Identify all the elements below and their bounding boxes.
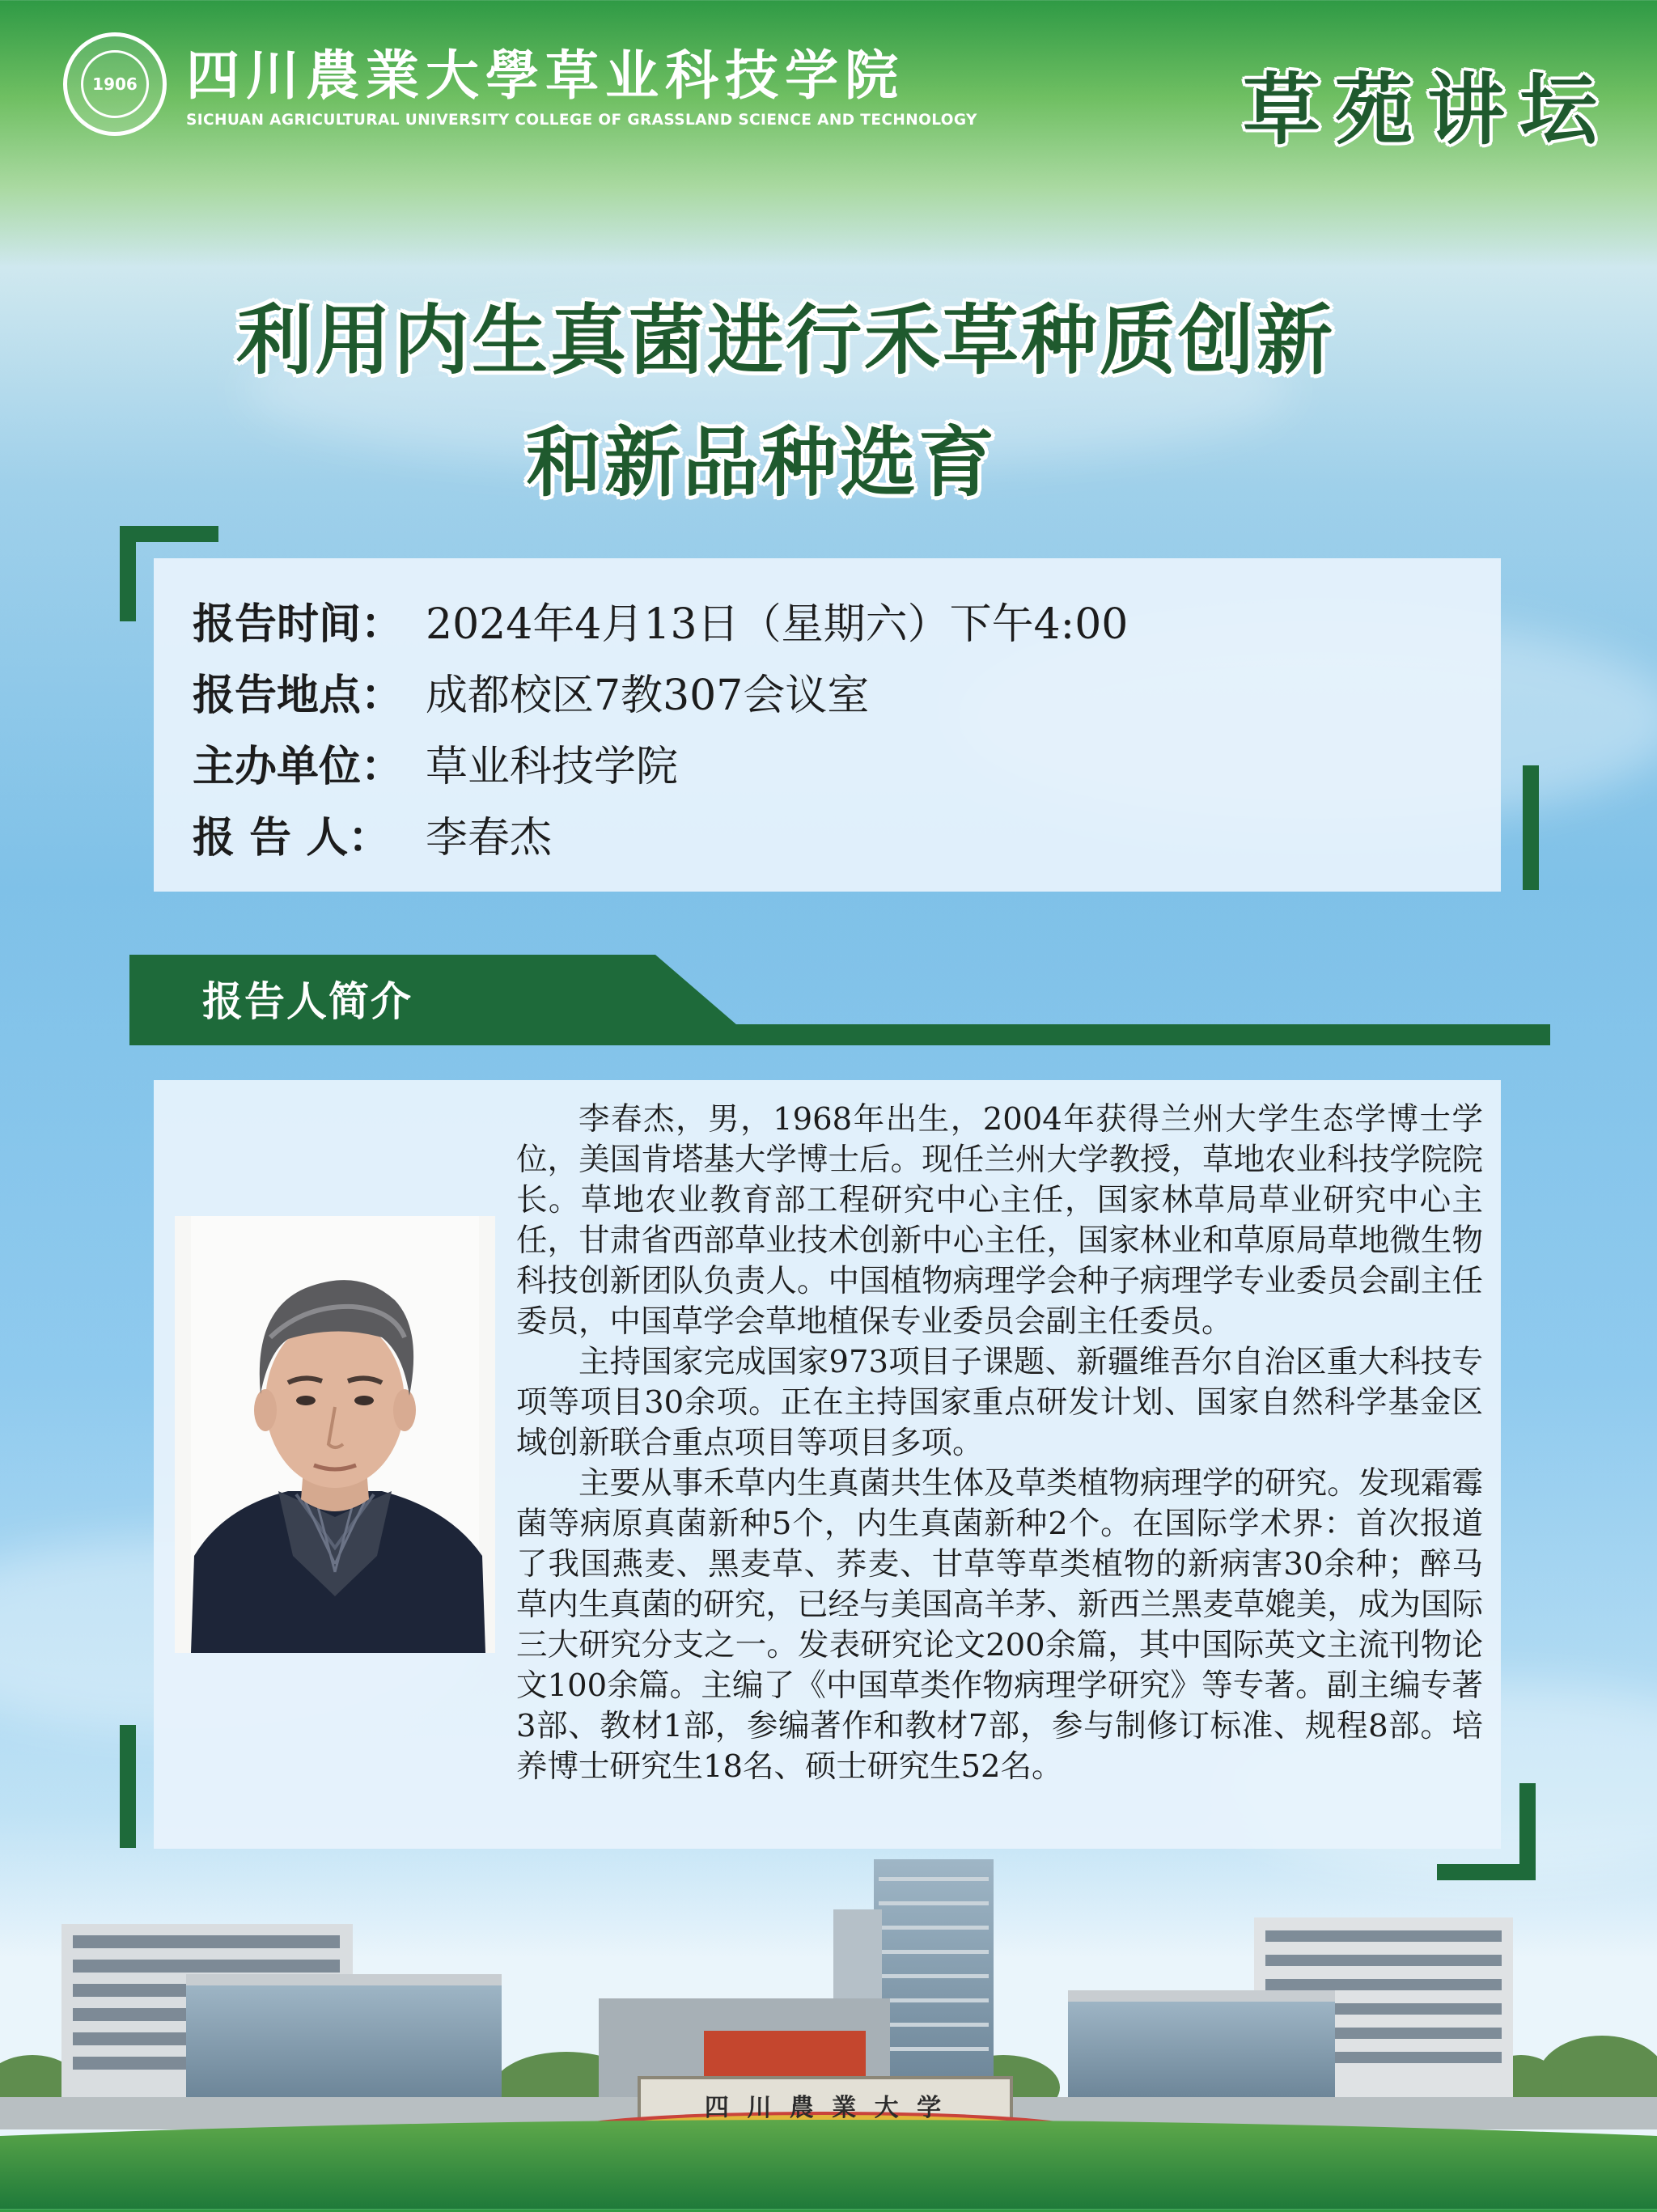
- school-seal-icon: [63, 32, 167, 136]
- lecture-title-line2: 和新品种选育: [526, 419, 998, 507]
- school-name-block: [186, 40, 977, 129]
- bio-paragraph: 主要从事禾草内生真菌共生体及草类植物病理学的研究。发现霜霉菌等病原真菌新种5个，内生真菌新种2个。在国际学术界：首次报道了我国燕麦、黑麦草、荞麦、甘草等草类植物的新病害30余种；醉马草内生真菌的研究，已经与美国高羊茅、新西兰黑麦草媲美，成为国际三大研究分支之一。发表研究论文200余篇，其中国际英文主流刊物论文100余篇。主编了《中国草类作物病理学研究》等专著。副主编专著3部、教材1部，参编著作和教材7部，参与制修订标准、规程8部。培养博士研究生18名、硕士研究生52名。: [516, 1465, 1483, 1785]
- info-value: 2024年4月13日（星期六）下午4:00: [426, 600, 1129, 649]
- speaker-portrait-illustration: [175, 1216, 495, 1653]
- section-header-bar: [129, 955, 1550, 1045]
- info-value: 草业科技学院: [426, 743, 679, 791]
- speaker-bio-panel: [154, 1080, 1501, 1849]
- corner-bracket: [120, 526, 136, 621]
- info-row-speaker: [193, 814, 552, 862]
- info-label: 报 告 人：: [193, 814, 391, 862]
- bio-paragraph: 李春杰，男，1968年出生，2004年获得兰州大学生态学博士学位，美国肯塔基大学博士后。现任兰州大学教授，草地农业科技学院院长。草地农业教育部工程研究中心主任，国家林草局草业研究中心主任，甘肃省西部草业技术创新中心主任，国家林业和草原局草地微生物科技创新团队负责人。中国植物病理学会种子病理学专业委员会副主任委员，中国草学会草地植保专业委员会副主任委员。: [516, 1101, 1483, 1340]
- info-label: 报告时间：: [193, 600, 404, 649]
- lecture-title-line1: 利用内生真菌进行禾草种质创新: [236, 297, 1336, 385]
- info-row-location: [193, 672, 869, 720]
- school-name-cn: 四川農業大學草业科技学院: [186, 43, 905, 107]
- speaker-bio-text: [516, 1100, 1483, 1787]
- lecture-info-panel: [154, 558, 1501, 892]
- campus-buildings-illustration: [0, 1845, 1657, 2209]
- campus-gate-sign: 四 川 農 業 大 学: [704, 2094, 947, 2122]
- info-label: 主办单位：: [193, 743, 404, 791]
- info-row-time: [193, 600, 1128, 649]
- info-row-organizer: [193, 743, 678, 791]
- bio-paragraph: 主持国家完成国家973项目子课题、新疆维吾尔自治区重大科技专项等项目30余项。正在主持国家重点研发计划、国家自然科学基金区域创新联合重点项目等项目多项。: [516, 1344, 1483, 1461]
- corner-bracket: [1523, 765, 1539, 890]
- school-name-en: SICHUAN AGRICULTURAL UNIVERSITY COLLEGE OF GRASSLAND SCIENCE AND TECHNOLOGY: [186, 111, 977, 129]
- forum-name: 草苑讲坛: [1243, 64, 1612, 155]
- section-title: 报告人简介: [202, 978, 413, 1025]
- info-value: 成都校区7教307会议室: [426, 672, 870, 720]
- corner-bracket: [120, 1725, 136, 1848]
- info-label: 报告地点：: [193, 672, 404, 720]
- info-value: 李春杰: [426, 814, 553, 862]
- speaker-photo: [175, 1216, 495, 1653]
- school-logo: [63, 32, 977, 136]
- campus-panorama: [0, 1845, 1657, 2209]
- seal-year: 1906: [81, 50, 149, 118]
